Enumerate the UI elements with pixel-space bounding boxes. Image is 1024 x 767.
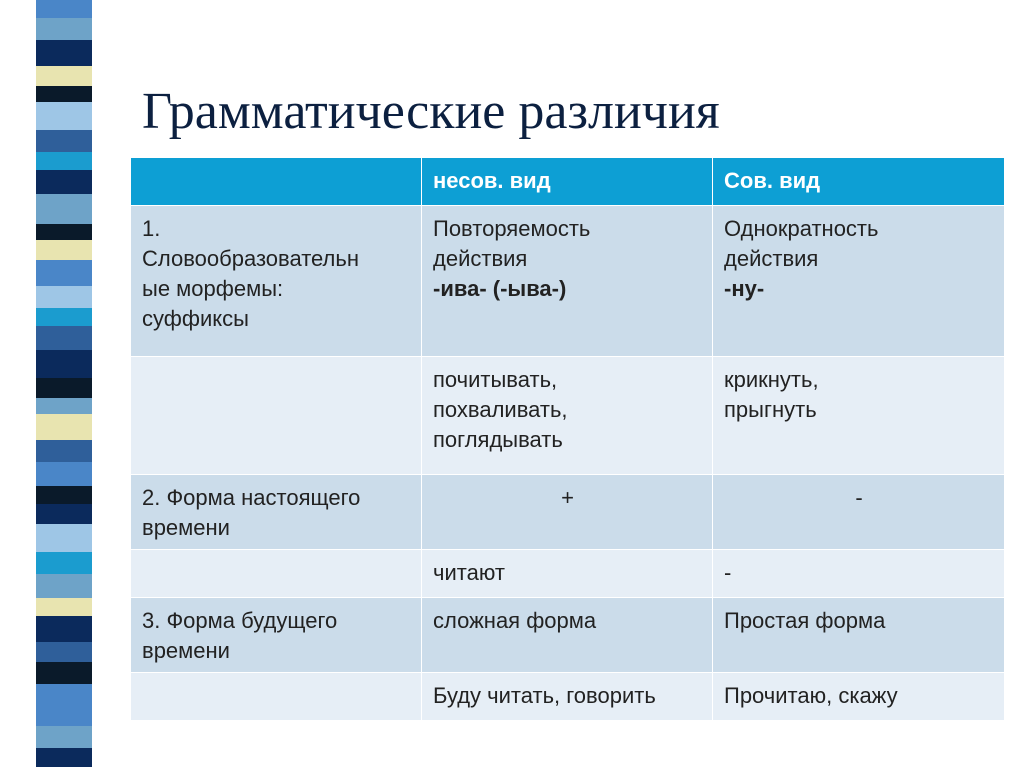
cell-line: ые морфемы:: [142, 276, 284, 301]
stripe-band: [36, 462, 92, 486]
stripe-band: [36, 726, 92, 748]
cell-line: похваливать,: [433, 397, 568, 422]
imperfective-cell: [422, 357, 713, 475]
plus-mark: +: [561, 485, 574, 510]
row-label-cell: [131, 673, 422, 721]
perfective-cell: [713, 206, 1005, 357]
cell-line: действия: [724, 246, 819, 271]
stripe-band: [36, 18, 92, 40]
imperfective-cell: [422, 550, 713, 598]
stripe-band: [36, 66, 92, 86]
cell-line: 2. Форма настоящего: [142, 485, 361, 510]
cell-line: читают: [433, 560, 505, 585]
stripe-band: [36, 326, 92, 350]
perfective-cell: [713, 357, 1005, 475]
stripe-band: [36, 504, 92, 524]
row-label-cell: [131, 550, 422, 598]
stripe-band: [36, 524, 92, 552]
cell-line: суффиксы: [142, 306, 249, 331]
cell-line: Буду читать, говорить: [433, 683, 656, 708]
stripe-band: [36, 152, 92, 170]
header-cell-empty: [131, 158, 422, 206]
table-row: [131, 550, 1005, 598]
perfective-cell: [713, 598, 1005, 673]
cell-line: Прочитаю, скажу: [724, 683, 898, 708]
stripe-band: [36, 378, 92, 398]
header-cell-imperfective: несов. вид: [422, 158, 713, 206]
stripe-band: [36, 574, 92, 598]
cell-line: сложная форма: [433, 608, 597, 633]
stripe-band: [36, 308, 92, 326]
cell-line: 1.: [142, 216, 161, 241]
stripe-band: [36, 102, 92, 130]
row-label-cell: [131, 475, 422, 550]
stripe-band: [36, 350, 92, 378]
stripe-band: [36, 86, 92, 102]
stripe-band: [36, 260, 92, 286]
imperfective-cell: [422, 598, 713, 673]
stripe-band: [36, 486, 92, 504]
table-row: [131, 206, 1005, 357]
stripe-band: [36, 440, 92, 462]
row-label-cell: [131, 598, 422, 673]
perfective-cell: [713, 673, 1005, 721]
stripe-band: [36, 748, 92, 767]
perfective-cell: [713, 550, 1005, 598]
stripe-band: [36, 240, 92, 260]
perfective-cell: [713, 475, 1005, 550]
cell-line: действия: [433, 246, 528, 271]
table-row: [131, 673, 1005, 721]
stripe-band: [36, 552, 92, 574]
table-row: [131, 357, 1005, 475]
stripe-band: [36, 684, 92, 708]
suffix-label: -ну-: [724, 276, 765, 301]
stripe-band: [36, 194, 92, 224]
stripe-band: [36, 40, 92, 66]
decorative-stripe: [36, 0, 92, 767]
stripe-band: [36, 662, 92, 684]
header-cell-perfective: Сов. вид: [713, 158, 1005, 206]
row-label-cell: [131, 357, 422, 475]
table-row: [131, 475, 1005, 550]
cell-line: прыгнуть: [724, 397, 817, 422]
cell-line: Словообразовательн: [142, 246, 359, 271]
cell-line: Однократность: [724, 216, 879, 241]
stripe-band: [36, 414, 92, 440]
table-row: [131, 598, 1005, 673]
stripe-band: [36, 0, 92, 18]
stripe-band: [36, 642, 92, 662]
imperfective-cell: [422, 673, 713, 721]
slide-title: Грамматические различия: [142, 83, 720, 140]
dash-mark: -: [724, 560, 732, 585]
stripe-band: [36, 224, 92, 240]
row-label-cell: [131, 206, 422, 357]
table-header-row: [131, 158, 1005, 206]
dash-mark: -: [855, 485, 863, 510]
imperfective-cell: [422, 475, 713, 550]
stripe-band: [36, 616, 92, 642]
cell-line: крикнуть,: [724, 367, 819, 392]
cell-line: времени: [142, 638, 230, 663]
imperfective-cell: [422, 206, 713, 357]
stripe-band: [36, 398, 92, 414]
stripe-band: [36, 130, 92, 152]
cell-line: поглядывать: [433, 427, 563, 452]
suffix-label: -ива- (-ыва-): [433, 276, 567, 301]
stripe-band: [36, 170, 92, 194]
cell-line: 3. Форма будущего: [142, 608, 338, 633]
cell-line: почитывать,: [433, 367, 558, 392]
stripe-band: [36, 286, 92, 308]
comparison-table: [130, 157, 1005, 721]
stripe-band: [36, 708, 92, 726]
stripe-band: [36, 598, 92, 616]
cell-line: времени: [142, 515, 230, 540]
cell-line: Простая форма: [724, 608, 886, 633]
cell-line: Повторяемость: [433, 216, 591, 241]
